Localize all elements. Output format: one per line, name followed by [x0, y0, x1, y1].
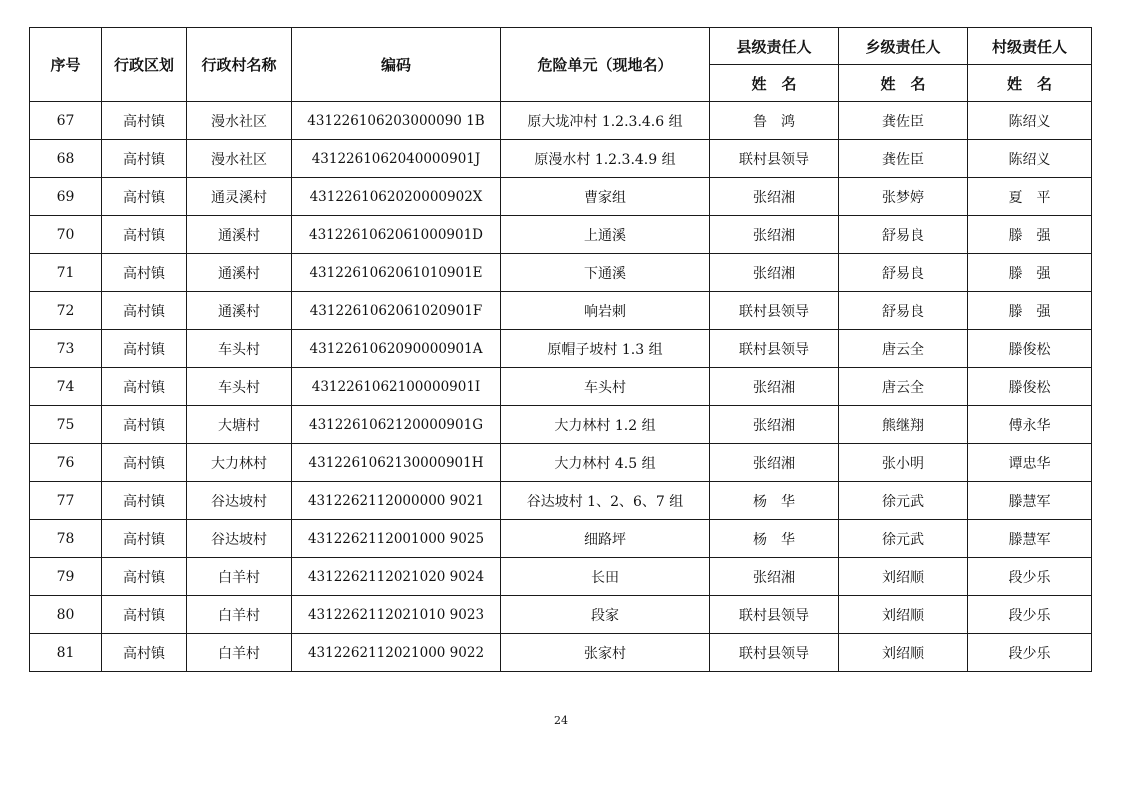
cell-village: 通溪村	[187, 292, 292, 330]
responsibility-table	[29, 27, 1092, 672]
cell-county-name: 联村县领导	[710, 140, 839, 178]
cell-township-name: 唐云全	[839, 330, 968, 368]
cell-village: 大塘村	[187, 406, 292, 444]
cell-danger-unit: 响岩刺	[501, 292, 710, 330]
header-danger-unit: 危险单元（现地名）	[501, 28, 710, 102]
cell-village: 谷达坡村	[187, 482, 292, 520]
cell-county-name: 张绍湘	[710, 254, 839, 292]
cell-danger-unit: 大力林村 1.2 组	[501, 406, 710, 444]
header-township-lead: 乡级责任人	[839, 28, 968, 65]
cell-village-name: 滕慧军	[968, 482, 1092, 520]
cell-county-name: 联村县领导	[710, 330, 839, 368]
cell-code: 4312262112021010 9023	[292, 596, 501, 634]
table-header	[30, 28, 1092, 102]
cell-seq: 69	[30, 178, 102, 216]
cell-code: 4312262112000000 9021	[292, 482, 501, 520]
cell-district: 高村镇	[102, 178, 187, 216]
table-row	[30, 216, 1092, 254]
cell-village: 白羊村	[187, 558, 292, 596]
cell-village-name: 谭忠华	[968, 444, 1092, 482]
cell-code: 4312262112021000 9022	[292, 634, 501, 672]
cell-village: 车头村	[187, 330, 292, 368]
cell-district: 高村镇	[102, 254, 187, 292]
table-row	[30, 292, 1092, 330]
cell-seq: 71	[30, 254, 102, 292]
header-village: 行政村名称	[187, 28, 292, 102]
cell-township-name: 舒易良	[839, 254, 968, 292]
header-district: 行政区划	[102, 28, 187, 102]
cell-village: 白羊村	[187, 596, 292, 634]
cell-danger-unit: 车头村	[501, 368, 710, 406]
cell-seq: 76	[30, 444, 102, 482]
cell-township-name: 徐元武	[839, 482, 968, 520]
cell-village-name: 陈绍义	[968, 140, 1092, 178]
table-row	[30, 406, 1092, 444]
cell-county-name: 张绍湘	[710, 178, 839, 216]
cell-seq: 73	[30, 330, 102, 368]
cell-seq: 67	[30, 102, 102, 140]
cell-danger-unit: 原漫水村 1.2.3.4.9 组	[501, 140, 710, 178]
cell-seq: 81	[30, 634, 102, 672]
cell-county-name: 杨 华	[710, 520, 839, 558]
header-village-lead: 村级责任人	[968, 28, 1092, 65]
table-row	[30, 368, 1092, 406]
cell-county-name: 鲁 鸿	[710, 102, 839, 140]
header-county-lead: 县级责任人	[710, 28, 839, 65]
cell-danger-unit: 长田	[501, 558, 710, 596]
cell-village-name: 段少乐	[968, 596, 1092, 634]
cell-village-name: 滕 强	[968, 254, 1092, 292]
table-row	[30, 596, 1092, 634]
cell-seq: 72	[30, 292, 102, 330]
table-row	[30, 520, 1092, 558]
cell-township-name: 张梦婷	[839, 178, 968, 216]
cell-danger-unit: 曹家组	[501, 178, 710, 216]
cell-township-name: 龚佐臣	[839, 140, 968, 178]
cell-village: 漫水社区	[187, 140, 292, 178]
table-row	[30, 102, 1092, 140]
cell-county-name: 联村县领导	[710, 634, 839, 672]
cell-district: 高村镇	[102, 482, 187, 520]
cell-seq: 74	[30, 368, 102, 406]
cell-code: 4312261062061010901E	[292, 254, 501, 292]
cell-village: 通溪村	[187, 216, 292, 254]
header-code: 编码	[292, 28, 501, 102]
cell-code: 4312262112001000 9025	[292, 520, 501, 558]
table-row	[30, 178, 1092, 216]
cell-village-name: 滕 强	[968, 216, 1092, 254]
cell-danger-unit: 张家村	[501, 634, 710, 672]
cell-county-name: 张绍湘	[710, 406, 839, 444]
table-row	[30, 254, 1092, 292]
cell-district: 高村镇	[102, 634, 187, 672]
cell-seq: 77	[30, 482, 102, 520]
table-row	[30, 140, 1092, 178]
cell-village: 车头村	[187, 368, 292, 406]
page-number: 24	[554, 714, 568, 727]
cell-township-name: 张小明	[839, 444, 968, 482]
cell-danger-unit: 上通溪	[501, 216, 710, 254]
cell-danger-unit: 谷达坡村 1、2、6、7 组	[501, 482, 710, 520]
cell-village-name: 段少乐	[968, 634, 1092, 672]
cell-township-name: 熊继翔	[839, 406, 968, 444]
cell-district: 高村镇	[102, 292, 187, 330]
table-body	[30, 102, 1092, 672]
cell-district: 高村镇	[102, 216, 187, 254]
cell-district: 高村镇	[102, 330, 187, 368]
cell-code: 4312261062020000902X	[292, 178, 501, 216]
cell-village-name: 滕 强	[968, 292, 1092, 330]
cell-seq: 78	[30, 520, 102, 558]
cell-danger-unit: 原帽子坡村 1.3 组	[501, 330, 710, 368]
header-village-name: 姓 名	[968, 65, 1092, 102]
cell-seq: 80	[30, 596, 102, 634]
cell-village: 谷达坡村	[187, 520, 292, 558]
cell-village-name: 段少乐	[968, 558, 1092, 596]
cell-code: 431226106203000090 1B	[292, 102, 501, 140]
cell-county-name: 联村县领导	[710, 596, 839, 634]
cell-village-name: 傅永华	[968, 406, 1092, 444]
cell-township-name: 刘绍顺	[839, 558, 968, 596]
table-row	[30, 482, 1092, 520]
cell-village-name: 滕俊松	[968, 330, 1092, 368]
cell-township-name: 刘绍顺	[839, 596, 968, 634]
table-row	[30, 444, 1092, 482]
cell-danger-unit: 细路坪	[501, 520, 710, 558]
cell-code: 4312261062130000901H	[292, 444, 501, 482]
cell-village: 大力林村	[187, 444, 292, 482]
cell-county-name: 张绍湘	[710, 558, 839, 596]
cell-danger-unit: 大力林村 4.5 组	[501, 444, 710, 482]
cell-code: 4312261062061000901D	[292, 216, 501, 254]
cell-village: 白羊村	[187, 634, 292, 672]
cell-code: 4312261062120000901G	[292, 406, 501, 444]
cell-code: 4312261062061020901F	[292, 292, 501, 330]
cell-seq: 68	[30, 140, 102, 178]
cell-district: 高村镇	[102, 140, 187, 178]
cell-township-name: 刘绍顺	[839, 634, 968, 672]
cell-village-name: 滕俊松	[968, 368, 1092, 406]
cell-seq: 79	[30, 558, 102, 596]
cell-district: 高村镇	[102, 102, 187, 140]
cell-township-name: 徐元武	[839, 520, 968, 558]
table-row	[30, 558, 1092, 596]
cell-district: 高村镇	[102, 596, 187, 634]
cell-village: 通溪村	[187, 254, 292, 292]
cell-seq: 70	[30, 216, 102, 254]
cell-district: 高村镇	[102, 558, 187, 596]
cell-code: 4312262112021020 9024	[292, 558, 501, 596]
cell-county-name: 张绍湘	[710, 216, 839, 254]
cell-county-name: 张绍湘	[710, 444, 839, 482]
cell-district: 高村镇	[102, 520, 187, 558]
cell-village-name: 夏 平	[968, 178, 1092, 216]
cell-code: 4312261062100000901I	[292, 368, 501, 406]
header-seq: 序号	[30, 28, 102, 102]
cell-township-name: 唐云全	[839, 368, 968, 406]
cell-township-name: 舒易良	[839, 216, 968, 254]
cell-district: 高村镇	[102, 406, 187, 444]
cell-seq: 75	[30, 406, 102, 444]
cell-village-name: 陈绍义	[968, 102, 1092, 140]
cell-village: 漫水社区	[187, 102, 292, 140]
cell-township-name: 龚佐臣	[839, 102, 968, 140]
cell-county-name: 杨 华	[710, 482, 839, 520]
cell-county-name: 联村县领导	[710, 292, 839, 330]
cell-code: 4312261062090000901A	[292, 330, 501, 368]
cell-village: 通灵溪村	[187, 178, 292, 216]
cell-village-name: 滕慧军	[968, 520, 1092, 558]
cell-danger-unit: 原大垅冲村 1.2.3.4.6 组	[501, 102, 710, 140]
cell-code: 4312261062040000901J	[292, 140, 501, 178]
cell-district: 高村镇	[102, 444, 187, 482]
cell-county-name: 张绍湘	[710, 368, 839, 406]
cell-district: 高村镇	[102, 368, 187, 406]
table-row	[30, 634, 1092, 672]
cell-danger-unit: 段家	[501, 596, 710, 634]
cell-township-name: 舒易良	[839, 292, 968, 330]
header-township-name: 姓 名	[839, 65, 968, 102]
cell-danger-unit: 下通溪	[501, 254, 710, 292]
header-county-name: 姓 名	[710, 65, 839, 102]
table-row	[30, 330, 1092, 368]
